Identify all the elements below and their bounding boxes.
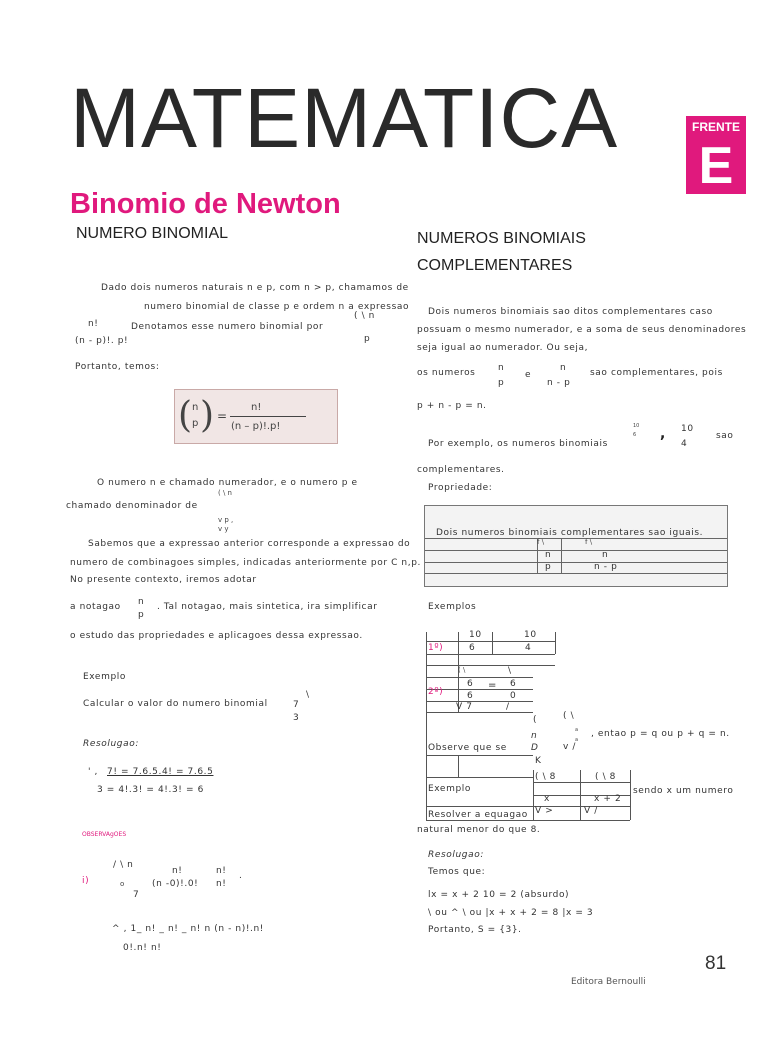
left-p3-line5: o estudo das propriedades e aplicagoes dessa expressao. bbox=[70, 631, 363, 641]
left-obs-top: / \ n bbox=[113, 860, 134, 870]
left-obs-n2: n! bbox=[216, 866, 227, 876]
left-p2-paren1: ( \ n bbox=[218, 489, 232, 497]
right-ex-4: 4 bbox=[681, 439, 688, 449]
left-p3-rest: . Tal notagao, mais sintetica, ira simplificar bbox=[157, 602, 378, 612]
footer-publisher: Editora Bernoulli bbox=[571, 977, 646, 987]
formula-p: p bbox=[192, 418, 199, 429]
left-example-slash: \ bbox=[306, 690, 310, 700]
e2-slash: \ bbox=[508, 666, 512, 676]
e2-paren: ( \ bbox=[458, 666, 466, 674]
prop-paren1: f \ bbox=[537, 538, 545, 546]
formula-fraction-bar bbox=[230, 416, 306, 417]
obs-a: a bbox=[575, 727, 579, 733]
right-p1-line1: Dois numeros binomiais sao ditos complementares caso bbox=[428, 307, 713, 317]
prop-n2: n bbox=[602, 550, 609, 560]
left-calc-prefix: ' , bbox=[88, 767, 98, 777]
e2-a: 6 bbox=[467, 679, 474, 689]
page-number: 81 bbox=[705, 953, 727, 974]
right-b2-n: n bbox=[560, 363, 567, 373]
left-p2-line2: chamado denominador de bbox=[66, 501, 198, 511]
right-ex-10: 10 bbox=[681, 424, 694, 434]
left-obs-dot: . bbox=[239, 871, 243, 881]
ex2-ang2: ( \ 8 bbox=[595, 772, 616, 782]
left-example-line: Calcular o valor do numero binomial bbox=[83, 699, 268, 709]
ex2-v2: V / bbox=[584, 806, 598, 816]
right-resolucao: Resolugao: bbox=[428, 850, 484, 860]
obs-b: a bbox=[575, 737, 579, 743]
ex-grid-line bbox=[426, 701, 533, 702]
right-p1-line2: possuam o mesmo numerador, e a soma de seus denominadores bbox=[417, 325, 747, 335]
prop-paren2: f \ bbox=[585, 538, 593, 546]
ex-grid-line bbox=[426, 632, 427, 820]
formula-numerator: n! bbox=[251, 402, 262, 413]
obs-paren-a: ( \ bbox=[563, 711, 575, 721]
left-p1-frac-den: (n - p)!. p! bbox=[75, 336, 129, 346]
ex2-sendo: sendo x um numero bbox=[633, 786, 734, 796]
right-complementares: complementares. bbox=[417, 465, 505, 475]
left-example-3: 3 bbox=[293, 713, 300, 723]
obs-v: v / bbox=[563, 742, 577, 752]
right-solution-line3: Portanto, S = {3}. bbox=[428, 925, 522, 935]
page-title: MATEMATICA bbox=[70, 71, 619, 165]
left-p1-line1: Dado dois numeros naturais n e p, com n > p, chamamos de bbox=[101, 283, 409, 293]
chapter-subtitle: Binomio de Newton bbox=[70, 188, 341, 220]
ex-grid-line bbox=[426, 820, 630, 821]
prop-row-line bbox=[425, 573, 727, 574]
ex-grid-line bbox=[426, 665, 555, 666]
prop-p1: p bbox=[545, 562, 552, 572]
formula-equals: = bbox=[217, 409, 228, 423]
left-example-7: 7 bbox=[293, 700, 300, 710]
e2-v7: V 7 bbox=[456, 702, 473, 712]
right-e: e bbox=[525, 370, 532, 380]
example-1-label: 1º) bbox=[428, 643, 444, 653]
formula-denominator: (n – p)!.p! bbox=[231, 421, 281, 432]
left-p1-denote: Denotamos esse numero binomial por bbox=[131, 322, 324, 332]
left-paren-icon: ( bbox=[178, 395, 193, 436]
e1-c: 6 bbox=[469, 643, 476, 653]
prop-col-line bbox=[561, 538, 562, 574]
obs-K: K bbox=[535, 756, 542, 766]
e2-d: 0 bbox=[510, 691, 517, 701]
formula-n: n bbox=[192, 402, 199, 413]
right-sum-line: p + n - p = n. bbox=[417, 401, 487, 411]
right-ex-small-bot: 6 bbox=[633, 432, 637, 438]
ex-grid-line bbox=[426, 654, 555, 655]
left-example-title: Exemplo bbox=[83, 672, 126, 682]
left-portanto: Portanto, temos: bbox=[75, 362, 160, 372]
ex-grid-line bbox=[630, 770, 631, 820]
left-p3-notagao: a notagao bbox=[70, 602, 121, 612]
left-p2-line1: O numero n e chamado numerador, e o numero p e bbox=[97, 478, 358, 488]
prop-row-line bbox=[425, 538, 727, 539]
ex2-x2: x + 2 bbox=[594, 794, 622, 804]
section-title-numero-binomial: NUMERO BINOMIAL bbox=[76, 225, 229, 242]
left-p3-line1: Sabemos que a expressao anterior corresponde a expressao do bbox=[88, 539, 411, 549]
obs-n: n bbox=[531, 731, 538, 741]
ex2-natural: natural menor do que 8. bbox=[417, 825, 541, 835]
prop-row-line bbox=[425, 550, 727, 551]
left-p2-paren3: v y bbox=[218, 525, 229, 533]
ex-grid-line bbox=[426, 755, 533, 756]
e2-c: 6 bbox=[467, 691, 474, 701]
right-por-exemplo: Por exemplo, os numeros binomiais bbox=[428, 439, 608, 449]
obs-paren-open: ( bbox=[533, 715, 538, 725]
right-temos: Temos que: bbox=[428, 867, 486, 877]
left-obs-o: o bbox=[120, 880, 125, 888]
e1-a: 10 bbox=[469, 630, 482, 640]
right-os-numeros: os numeros bbox=[417, 368, 476, 378]
e2-b: 6 bbox=[510, 679, 517, 689]
example-2-label: 2º) bbox=[428, 687, 444, 697]
right-exemplos: Exemplos bbox=[428, 602, 477, 612]
prop-n1: n bbox=[545, 550, 552, 560]
section-title-complementares-1: NUMEROS BINOMIAIS bbox=[417, 230, 586, 247]
e2-eq: = bbox=[488, 680, 497, 691]
left-obs-line2: 0!.n! n! bbox=[123, 943, 162, 953]
ex-grid-line bbox=[426, 712, 533, 713]
right-b1-n: n bbox=[498, 363, 505, 373]
right-p1-line3: seja igual ao numerador. Ou seja, bbox=[417, 343, 589, 353]
ex-grid-line bbox=[426, 641, 555, 642]
left-calc-line2: 3 = 4!.3! = 4!.3! = 6 bbox=[97, 785, 204, 795]
left-p3-p: p bbox=[138, 610, 145, 620]
ex2-ang1: ( \ 8 bbox=[535, 772, 556, 782]
ex-grid-line bbox=[426, 806, 630, 807]
ex2-x: x bbox=[544, 794, 550, 804]
left-p2-paren2: v p , bbox=[218, 516, 234, 524]
property-box bbox=[424, 505, 728, 587]
right-paren-icon: ) bbox=[200, 395, 215, 436]
left-p1-paren-p: p bbox=[364, 334, 371, 344]
left-p1-paren-n: ( \ n bbox=[354, 311, 375, 321]
section-title-complementares-2: COMPLEMENTARES bbox=[417, 257, 573, 274]
left-p3-line3: No presente contexto, iremos adotar bbox=[70, 575, 257, 585]
e1-d: 4 bbox=[525, 643, 532, 653]
obs-D: D bbox=[531, 743, 539, 753]
left-calc-line1: 7! = 7.6.5.4! = 7.6.5 bbox=[107, 767, 214, 777]
right-sao-comp: sao complementares, pois bbox=[590, 368, 723, 378]
right-ex-comma: , bbox=[660, 426, 666, 442]
ex2-v1: V > bbox=[535, 806, 554, 816]
prop-row-line bbox=[425, 562, 727, 563]
left-p1-frac-num: n! bbox=[88, 319, 99, 329]
e2-slash2: / bbox=[506, 702, 510, 712]
property-text: Dois numeros binomiais complementares sao iguais. bbox=[436, 528, 704, 538]
right-ex-sao: sao bbox=[716, 431, 734, 441]
ex-grid-line bbox=[426, 777, 533, 778]
ex-grid-line bbox=[492, 632, 493, 654]
ex-grid-line bbox=[426, 677, 533, 678]
right-solution-line1: lx = x + 2 10 = 2 (absurdo) bbox=[428, 890, 570, 900]
left-p1-line2: numero binomial de classe p e ordem n a expressao bbox=[144, 302, 410, 312]
left-observacoes-heading: OBSERVAgOES bbox=[82, 831, 127, 838]
ex2-title: Exemplo bbox=[428, 784, 471, 794]
left-resolucao: Resolugao: bbox=[83, 739, 139, 749]
e1-b: 10 bbox=[524, 630, 537, 640]
right-b1-p: p bbox=[498, 378, 505, 388]
left-obs-den1: (n -0)!.0! bbox=[152, 879, 199, 889]
ex-grid-line bbox=[533, 782, 630, 783]
left-obs-7: 7 bbox=[133, 890, 140, 900]
obs-rest: , entao p = q ou p + q = n. bbox=[591, 729, 730, 739]
left-obs-den2: n! bbox=[216, 879, 227, 889]
obs-que-se: Observe que se bbox=[428, 743, 507, 753]
ex2-resolve: Resolver a equagao bbox=[428, 810, 528, 820]
right-propriedade: Propriedade: bbox=[428, 483, 493, 493]
left-p3-n: n bbox=[138, 597, 145, 607]
ex-grid-line bbox=[555, 632, 556, 654]
right-solution-line2: \ ou ^ \ ou |x + x + 2 = 8 |x = 3 bbox=[428, 908, 594, 918]
left-obs-line1: ^ , 1_ n! _ n! _ n! n (n - n)!.n! bbox=[112, 924, 264, 934]
ex-grid-line bbox=[458, 755, 459, 777]
frente-label: FRENTE bbox=[692, 120, 740, 134]
right-ex-small-top: 10 bbox=[633, 423, 640, 429]
right-b2-p: n - p bbox=[547, 378, 571, 388]
left-obs-n1: n! bbox=[172, 866, 183, 876]
prop-p2: n - p bbox=[594, 562, 618, 572]
left-obs-i: i) bbox=[82, 876, 90, 886]
left-p3-line2: numero de combinagoes simples, indicadas anteriormente por C n,p. bbox=[70, 558, 421, 568]
frente-letter: E bbox=[698, 137, 734, 194]
